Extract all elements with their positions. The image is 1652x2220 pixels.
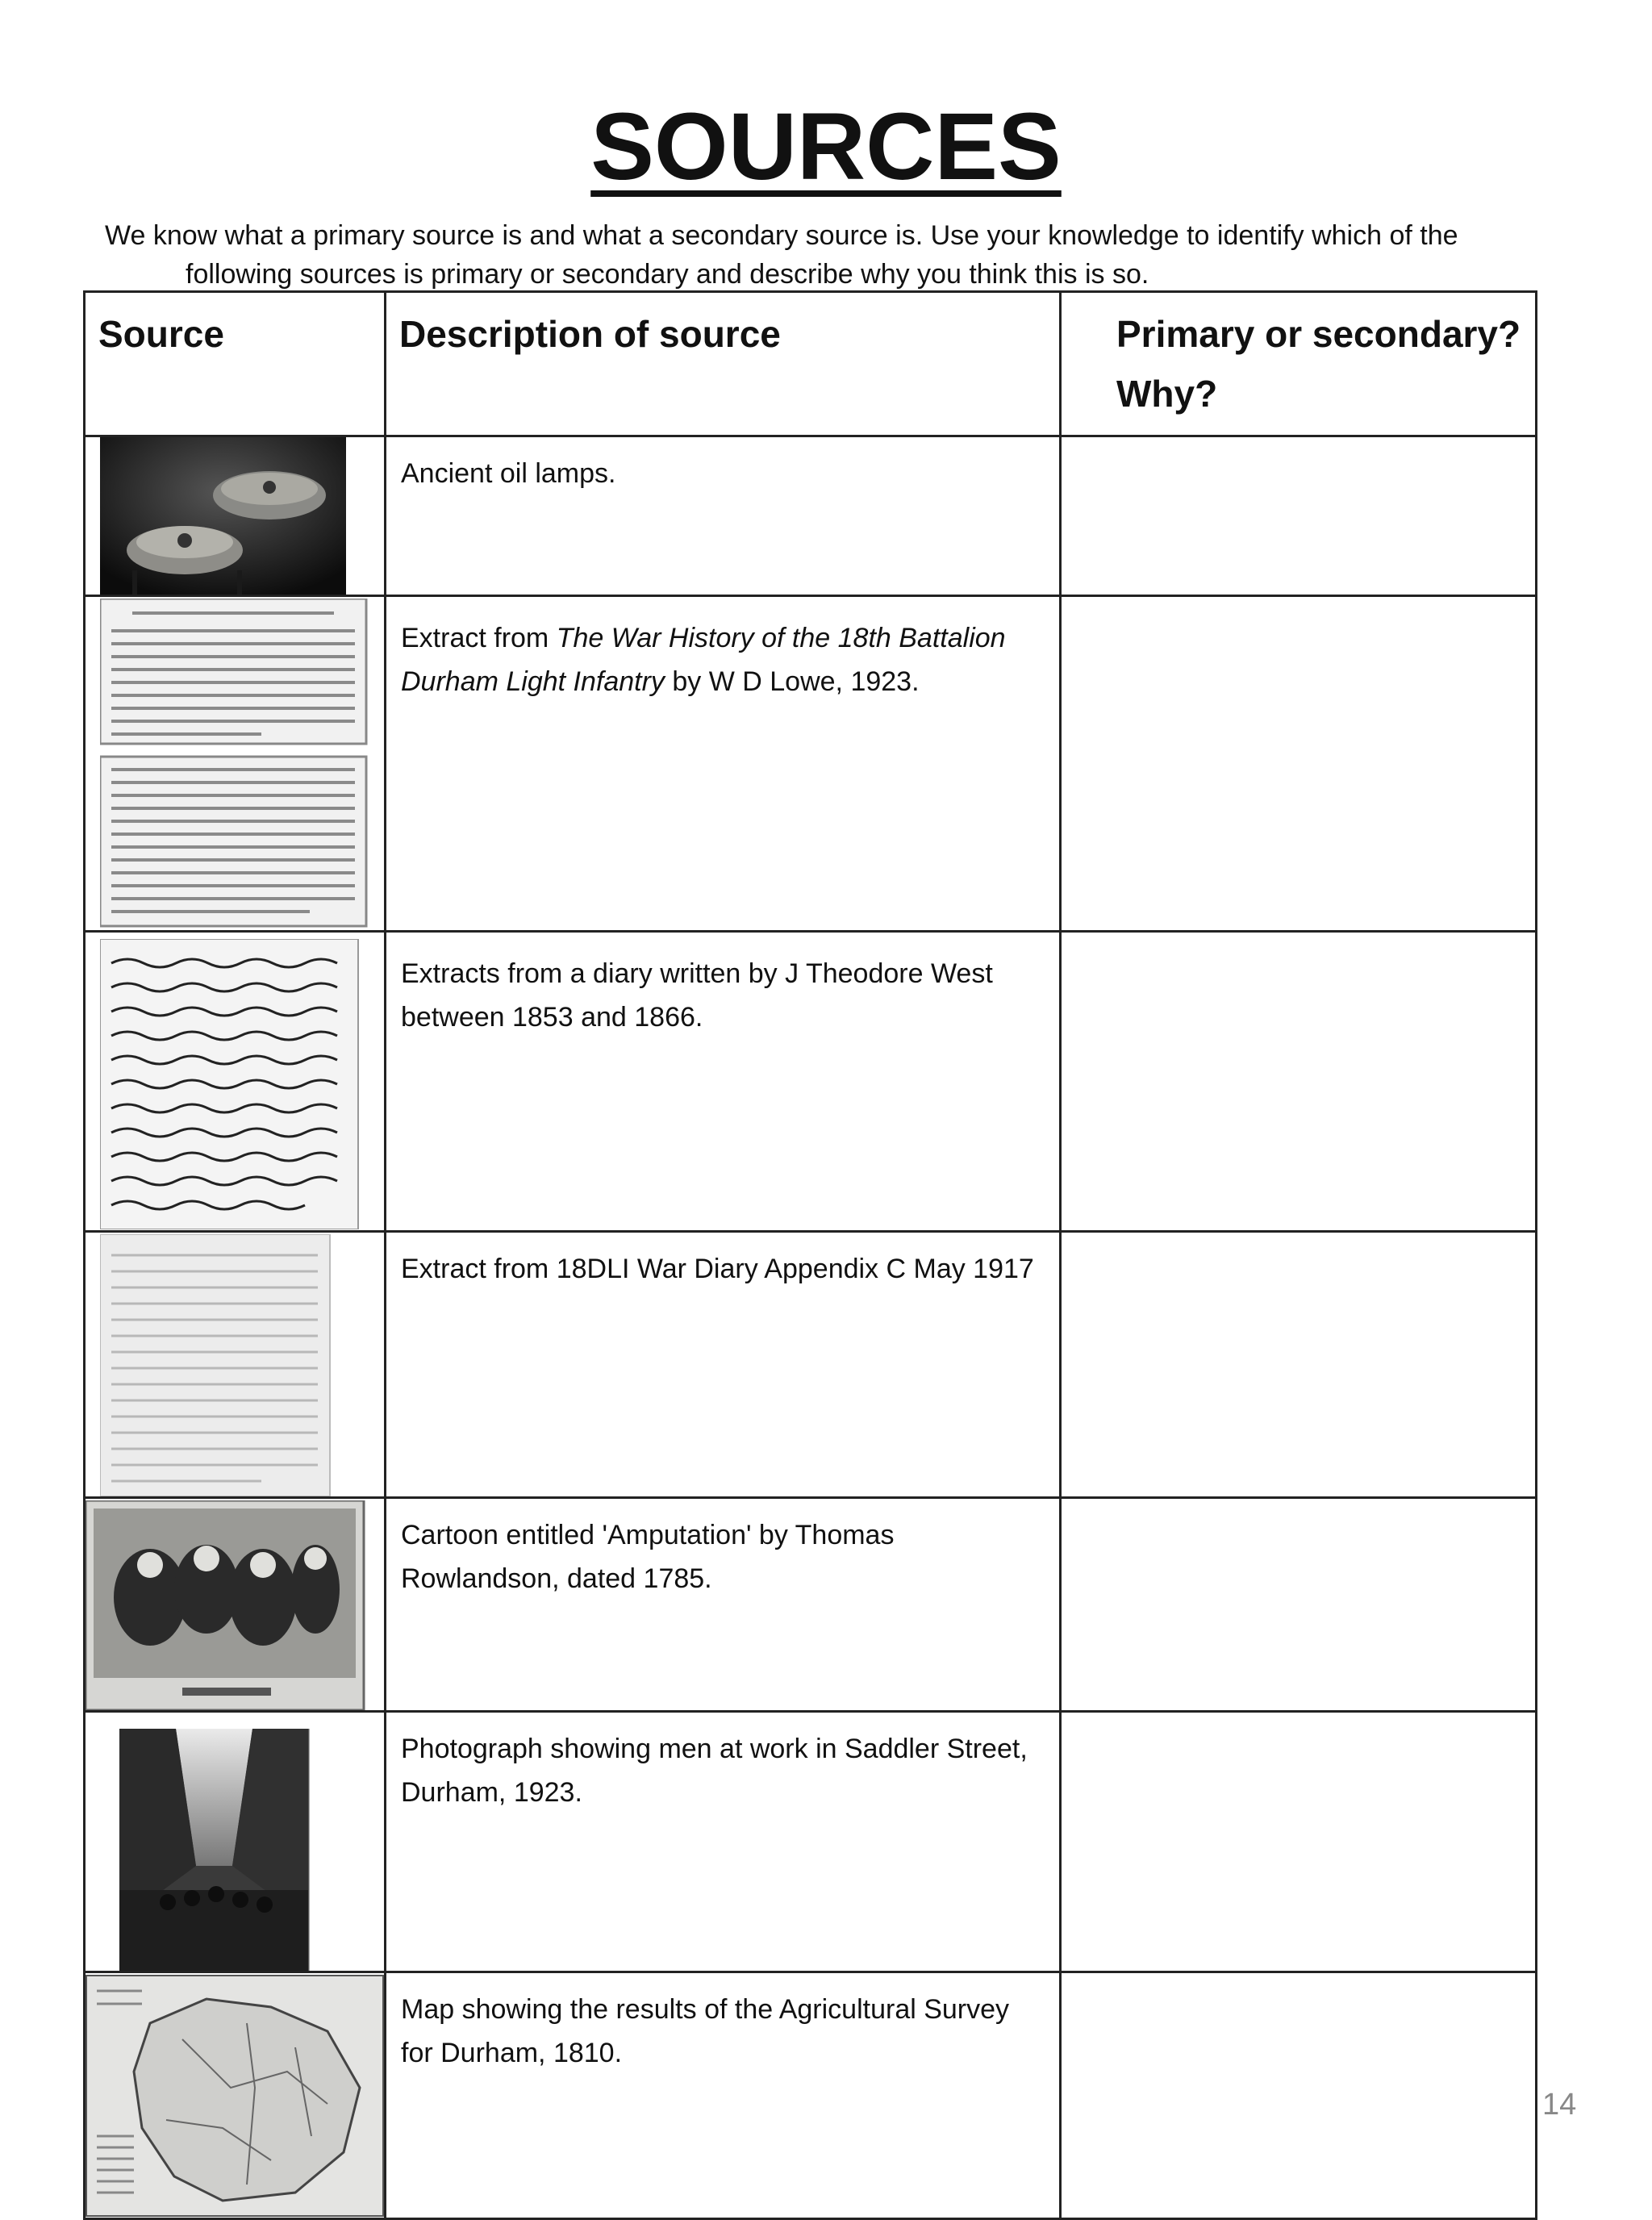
page-number: 14	[1542, 2088, 1577, 2122]
row-description: Extract from The War History of the 18th Battalion Durham Light Infantry by W D Lowe, 1923.	[386, 596, 1061, 932]
header-description: Description of source	[386, 292, 1061, 436]
answer-cell[interactable]	[1061, 1498, 1537, 1712]
row-description: Photograph showing men at work in Saddler Street, Durham, 1923.	[386, 1712, 1061, 1972]
row-description: Ancient oil lamps.	[386, 436, 1061, 596]
table-row	[85, 1972, 1537, 2219]
page-title: SOURCES	[590, 94, 1062, 200]
answer-cell[interactable]	[1061, 932, 1537, 1232]
row-description: Extract from 18DLI War Diary Appendix C May 1917	[386, 1232, 1061, 1498]
header-primary-secondary: Primary or secondary? Why?	[1061, 292, 1537, 436]
answer-cell[interactable]	[1061, 1712, 1537, 1972]
book-extract-image	[85, 596, 386, 932]
sources-table	[83, 290, 1537, 2220]
war-diary-image	[85, 1232, 386, 1498]
table-row	[85, 1498, 1537, 1712]
oil-lamps-photo	[85, 436, 386, 596]
handwritten-diary-image	[85, 932, 386, 1232]
row-description: Map showing the results of the Agricultural Survey for Durham, 1810.	[386, 1972, 1061, 2219]
table-row	[85, 1712, 1537, 1972]
table-row	[85, 436, 1537, 596]
table-header-row	[85, 292, 1537, 436]
map-image	[85, 1972, 386, 2219]
table-row	[85, 596, 1537, 932]
answer-cell[interactable]	[1061, 1972, 1537, 2219]
table-row	[85, 1232, 1537, 1498]
street-photo-image	[85, 1712, 386, 1972]
row-description: Extracts from a diary written by J Theodore West between 1853 and 1866.	[386, 932, 1061, 1232]
answer-cell[interactable]	[1061, 596, 1537, 932]
cartoon-image	[85, 1498, 386, 1712]
header-source: Source	[85, 292, 386, 436]
answer-cell[interactable]	[1061, 1232, 1537, 1498]
row-description: Cartoon entitled 'Amputation' by Thomas Rowlandson, dated 1785.	[386, 1498, 1061, 1712]
answer-cell[interactable]	[1061, 436, 1537, 596]
intro-text: We know what a primary source is and what a secondary source is. Use your knowledge to identify which of the following sources is primary or secondary and describe why you think this is so.	[105, 220, 1458, 290]
table-row	[85, 932, 1537, 1232]
